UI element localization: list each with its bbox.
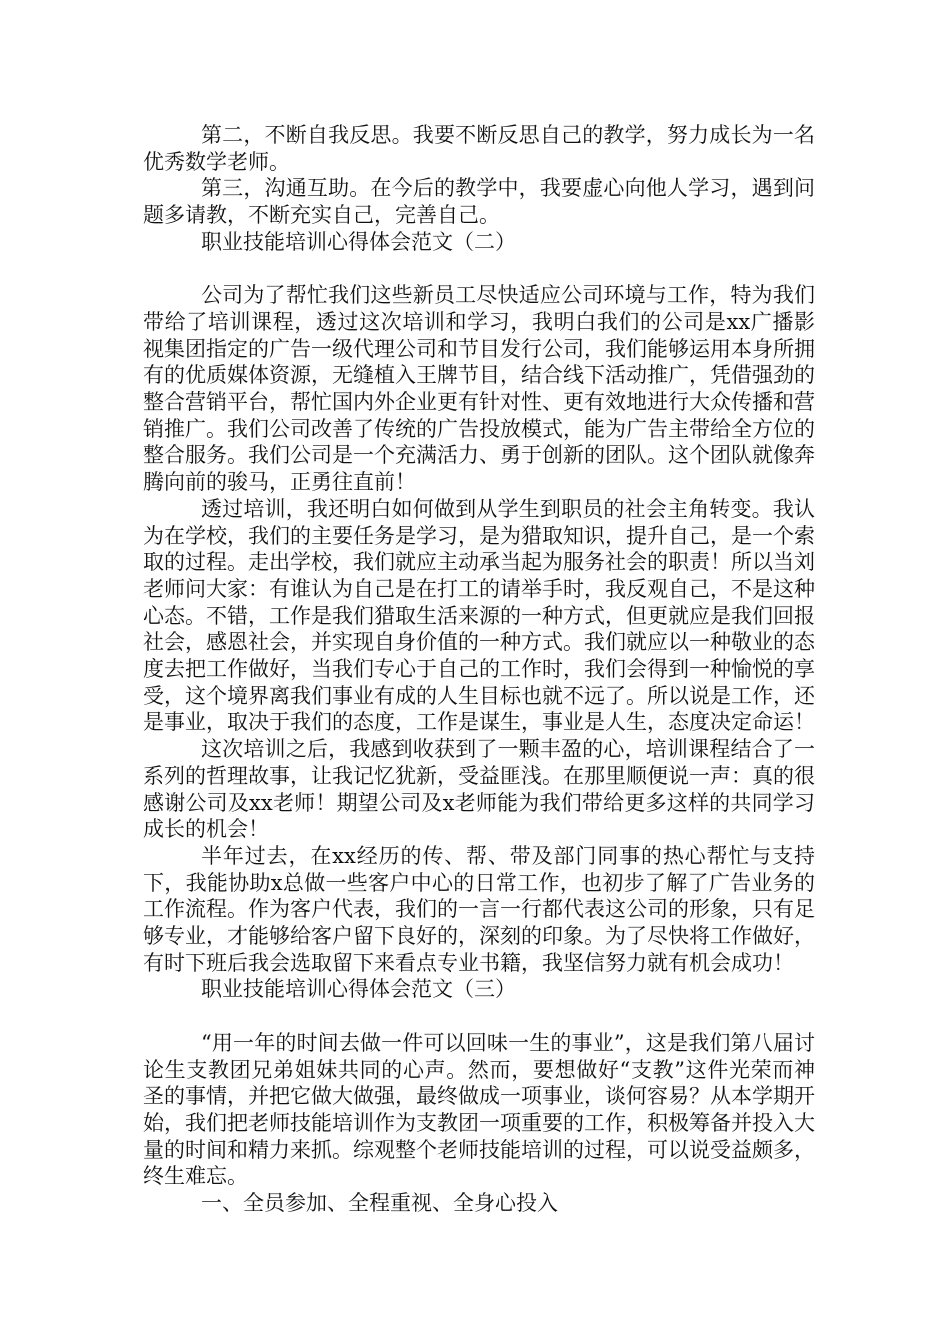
blank-line — [143, 256, 815, 283]
paragraph-teaching-team: “用一年的时间去做一件可以回味一生的事业”，这是我们第八届讨论生支教团兄弟姐妹共同的心声。然而，要想做好“支教”这件光荣而神圣的事情，并把它做大做强，最终做成一项事业，谈何容易？从本学期开始，我们把老师技能培训作为支教团一项重要的工作，积极筹备并投入大量的时间和精力来抓。综观整个老师技能培训的过程，可以说受益颇多，终生难忘。 — [143, 1030, 815, 1189]
document-page — [143, 122, 815, 1217]
paragraph-second-point: 第二，不断自我反思。我要不断反思自己的教学，努力成长为一名优秀数学老师。 — [143, 123, 815, 174]
paragraph-gratitude: 这次培训之后，我感到收获到了一颗丰盈的心，培训课程结合了一系列的哲理故事，让我记忆犹新，受益匪浅。在那里顺便说一声：真的很感谢公司及xx老师！期望公司及x老师能为我们带给更多这样的共同学习成长的机会！ — [143, 737, 815, 842]
paragraph-half-year: 半年过去，在xx经历的传、帮、带及部门同事的热心帮忙与支持下，我能协助x总做一些客户中心的日常工作，也初步了解了广告业务的工作流程。作为客户代表，我们的一言一行都代表这公司的形象，只有足够专业，才能够给客户留下良好的，深刻的印象。为了尽快将工作做好，有时下班后我会选取留下来看点专业书籍，我坚信努力就有机会成功！ — [143, 843, 815, 975]
paragraph-role-change: 透过培训，我还明白如何做到从学生到职员的社会主角转变。我认为在学校，我们的主要任务是学习，是为猎取知识，提升自己，是一个索取的过程。走出学校，我们就应主动承当起为服务社会的职责！所以当刘老师问大家：有谁认为自己是在打工的请举手时，我反观自己，不是这种心态。不错，工作是我们猎取生活来源的一种方式，但更就应是我们回报社会，感恩社会，并实现自身价值的一种方式。我们就应以一种敬业的态度去把工作做好，当我们专心于自己的工作时，我们会得到一种愉悦的享受，这个境界离我们事业有成的人生目标也就不远了。所以说是工作，还是事业，取决于我们的态度，工作是谋生，事业是人生，态度决定命运！ — [143, 496, 815, 735]
paragraph-company-intro: 公司为了帮忙我们这些新员工尽快适应公司环境与工作，特为我们带给了培训课程，透过这次培训和学习，我明白我们的公司是xx广播影视集团指定的广告一级代理公司和节目发行公司，我们能够运用本身所拥有的优质媒体资源，无缝植入王牌节目，结合线下活动推广，凭借强劲的整合营销平台，帮忙国内外企业更有针对性、更有效地进行大众传播和营销推广。我们公司改善了传统的广告投放模式，能为广告主带给全方位的整合服务。我们公司是一个充满活力、勇于创新的团队。这个团队就像奔腾向前的骏马，正勇往直前！ — [143, 283, 815, 495]
blank-line — [143, 1003, 815, 1030]
section-heading-two: 职业技能培训心得体会范文（二） — [201, 229, 516, 254]
paragraph-third-point: 第三，沟通互助。在今后的教学中，我要虚心向他人学习，遇到问题多请教，不断充实自己，完善自己。 — [143, 176, 815, 228]
section-heading-three: 职业技能培训心得体会范文（三） — [201, 977, 516, 1002]
paragraph-point-one: 一、全员参加、全程重视、全身心投入 — [201, 1191, 558, 1216]
